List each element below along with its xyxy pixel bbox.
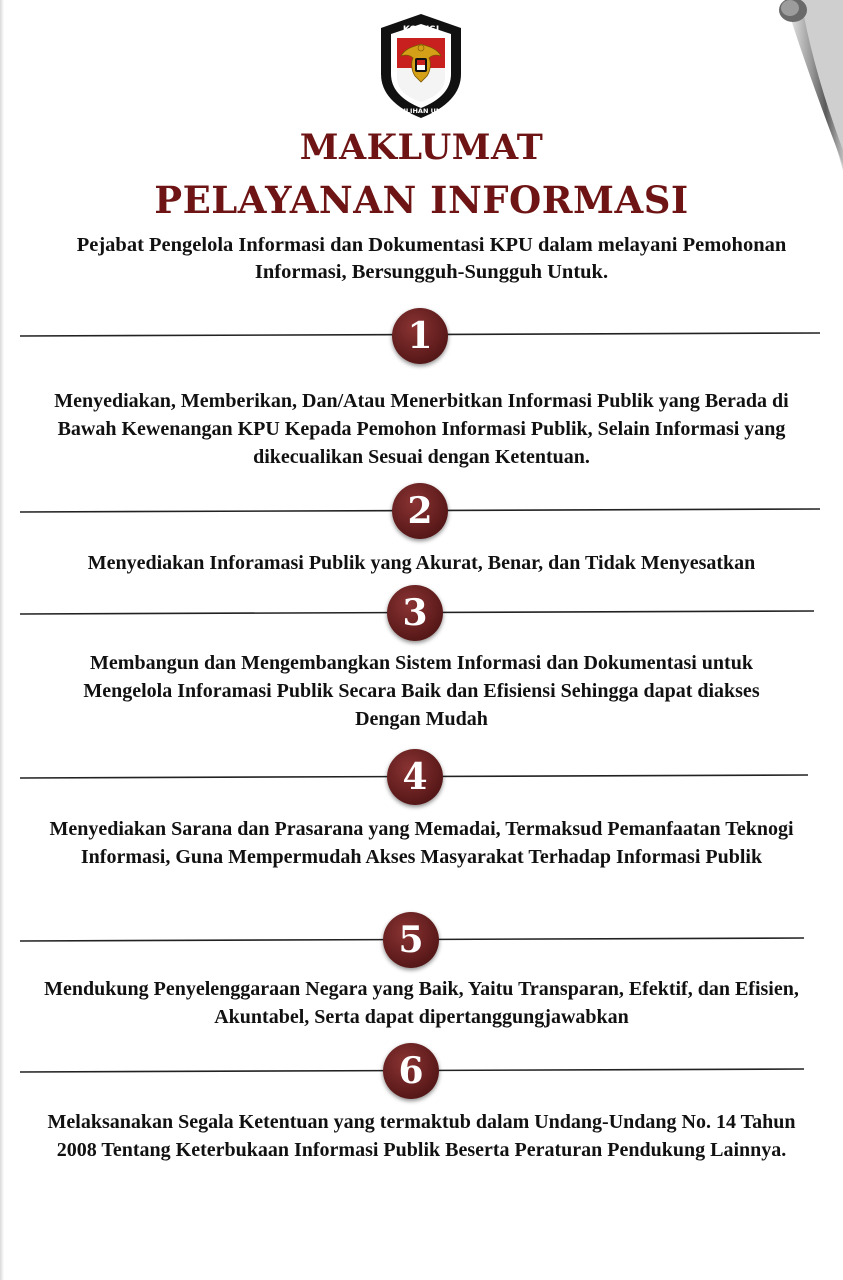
number-badge-5: 5 <box>383 912 439 968</box>
title-line-2: PELAYANAN INFORMASI <box>154 178 689 222</box>
title-line-1: MAKLUMAT <box>299 127 544 168</box>
logo-bottom-text: PEMILIHAN UMUM <box>387 107 455 115</box>
number-badge-1: 1 <box>392 308 448 364</box>
item-text-6: Melaksanakan Segala Ketentuan yang termaktub dalam Undang-Undang No. 14 Tahun 2008 Tentang Keterbukaan Informasi Publik Beserta Peraturan Pendukung Lainnya. <box>47 1111 796 1161</box>
number-badge-6: 6 <box>383 1043 439 1099</box>
item-text-1: Menyediakan, Memberikan, Dan/Atau Menerbitkan Informasi Publik yang Berada di Bawah Kewenangan KPU Kepada Pemohon Informasi Publik, Selain Informasi yang dikecualikan Sesuai dengan Ketentuan. <box>54 390 789 468</box>
item-text-4: Menyediakan Sarana dan Prasarana yang Memadai, Termaksud Pemanfaatan Teknogi Informasi, Guna Mempermudah Akses Masyarakat Terhadap Informasi Publik <box>49 818 794 868</box>
number-badge-3: 3 <box>387 585 443 641</box>
item-text-5: Mendukung Penyelenggaraan Negara yang Baik, Yaitu Transparan, Efektif, dan Efisien, Akuntabel, Serta dapat dipertanggungjawabkan <box>44 978 799 1028</box>
intro-text: Pejabat Pengelola Informasi dan Dokumentasi KPU dalam melayani Pemohonan Informasi, Bersungguh-Sungguh Untuk. <box>76 234 787 283</box>
number-badge-2: 2 <box>392 483 448 539</box>
item-text-3: Membangun dan Mengembangkan Sistem Informasi dan Dokumentasi untuk Mengelola Inforamasi Publik Secara Baik dan Efisiensi Sehingga dapat diakses Dengan Mudah <box>83 652 760 730</box>
logo-top-text: KOMISI <box>402 25 440 35</box>
item-text-2: Menyediakan Inforamasi Publik yang Akurat, Benar, dan Tidak Menyesatkan <box>87 552 756 574</box>
number-badge-4: 4 <box>387 749 443 805</box>
